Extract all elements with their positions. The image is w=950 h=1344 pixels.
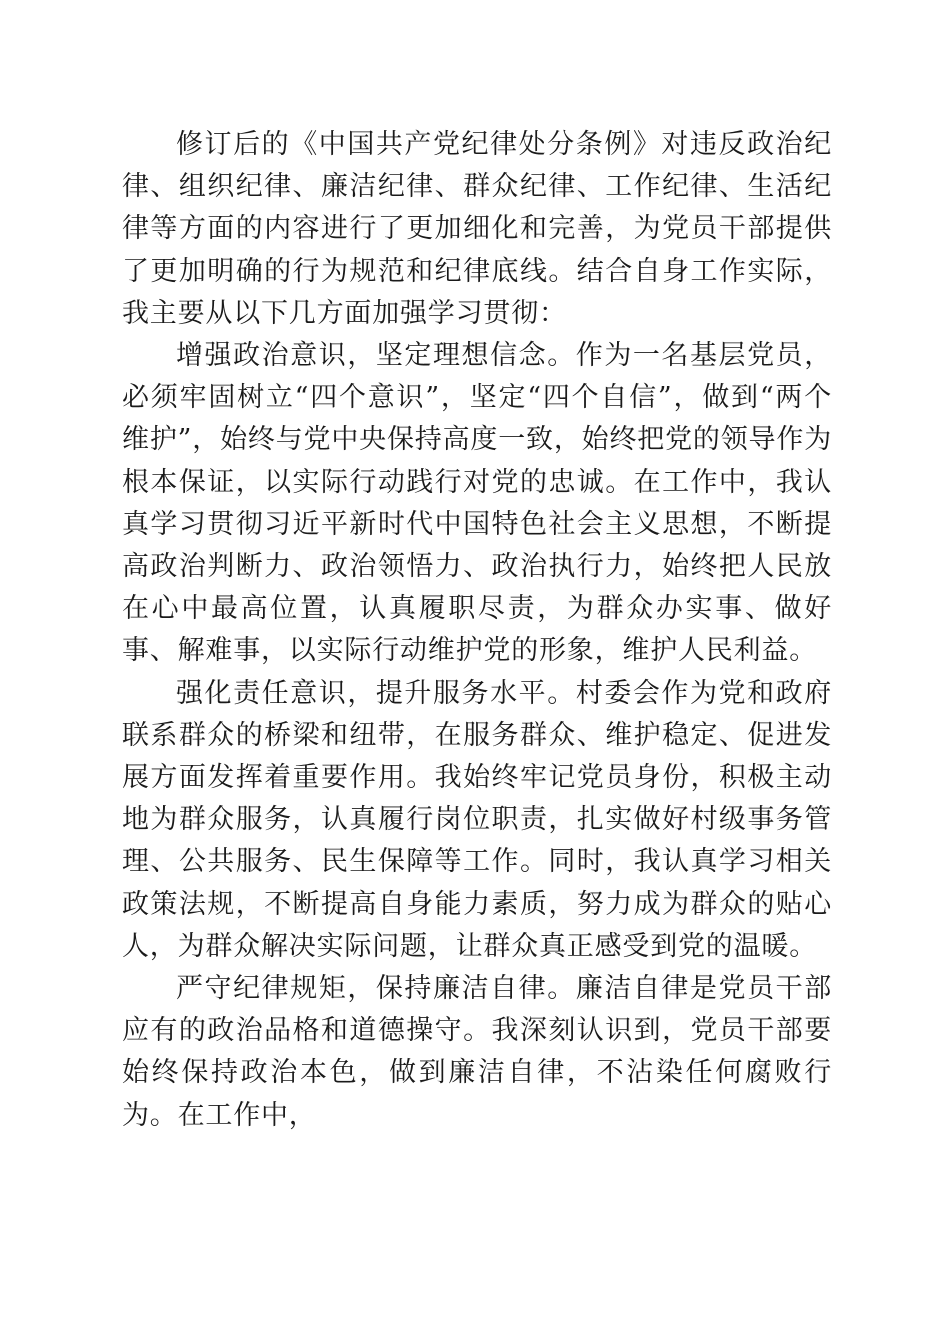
paragraph-responsibility: 强化责任意识，提升服务水平。村委会作为党和政府联系群众的桥梁和纽带，在服务群众、维护稳定、促进发展方面发挥着重要作用。我始终牢记党员身份，积极主动地为群众服务，认真履行岗位职责，扎实做好村级事务管理、公共服务、民生保障等工作。同时，我认真学习相关政策法规，不断提高自身能力素质，努力成为群众的贴心人，为群众解决实际问题，让群众真正感受到党的温暖。 bbox=[122, 677, 832, 962]
paragraph-discipline: 严守纪律规矩，保持廉洁自律。廉洁自律是党员干部应有的政治品格和道德操守。我深刻认识到，党员干部要始终保持政治本色，做到廉洁自律，不沾染任何腐败行为。在工作中， bbox=[122, 973, 832, 1131]
paragraph-intro: 修订后的《中国共产党纪律处分条例》对违反政治纪律、组织纪律、廉洁纪律、群众纪律、工作纪律、生活纪律等方面的内容进行了更加细化和完善，为党员干部提供了更加明确的行为规范和纪律底线。结合自身工作实际，我主要从以下几方面加强学习贯彻： bbox=[122, 129, 832, 329]
paragraph-political-awareness: 增强政治意识，坚定理想信念。作为一名基层党员，必须牢固树立“四个意识”，坚定“四个自信”，做到“两个维护”，始终与党中央保持高度一致，始终把党的领导作为根本保证，以实际行动践行对党的忠诚。在工作中，我认真学习贯彻习近平新时代中国特色社会主义思想，不断提高政治判断力、政治领悟力、政治执行力，始终把人民放在心中最高位置，认真履职尽责，为群众办实事、做好事、解难事，以实际行动维护党的形象，维护人民利益。 bbox=[122, 340, 832, 667]
document-body bbox=[122, 124, 832, 1137]
